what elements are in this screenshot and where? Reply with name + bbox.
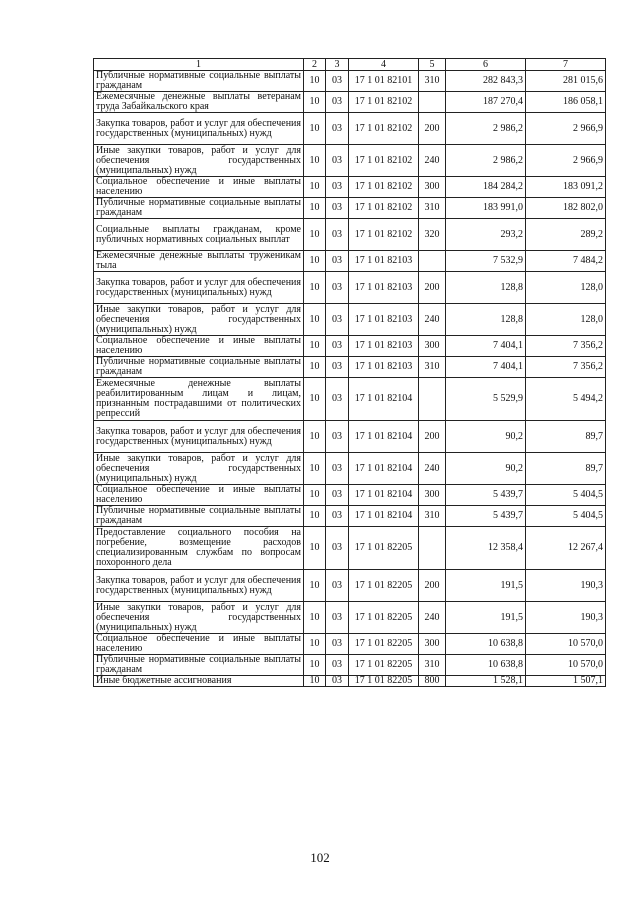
subsection-cell: 03 <box>326 219 349 251</box>
amount-col6-cell: 5 439,7 <box>446 485 526 506</box>
target-article-cell: 17 1 01 82101 <box>349 71 419 92</box>
section-cell: 10 <box>304 634 326 655</box>
subsection-cell: 03 <box>326 421 349 453</box>
table-row <box>94 485 606 506</box>
expense-type-cell: 300 <box>419 634 446 655</box>
amount-col6-cell: 282 843,3 <box>446 71 526 92</box>
target-article-cell: 17 1 01 82103 <box>349 272 419 304</box>
row-name-cell: Предоставление социального пособия на погребение, возмещение расходов специализированным службам по вопросам похоронного дела <box>94 527 304 570</box>
amount-col7-cell: 12 267,4 <box>526 527 606 570</box>
row-name-cell: Публичные нормативные социальные выплаты гражданам <box>94 357 304 378</box>
target-article-cell: 17 1 01 82102 <box>349 113 419 145</box>
target-article-cell: 17 1 01 82102 <box>349 92 419 113</box>
amount-col6-cell: 7 404,1 <box>446 336 526 357</box>
column-header: 7 <box>526 59 606 71</box>
row-name-cell: Закупка товаров, работ и услуг для обеспечения государственных (муниципальных) нужд <box>94 570 304 602</box>
amount-col6-cell: 10 638,8 <box>446 655 526 676</box>
column-header: 5 <box>419 59 446 71</box>
expense-type-cell: 240 <box>419 145 446 177</box>
target-article-cell: 17 1 01 82205 <box>349 602 419 634</box>
expense-type-cell: 310 <box>419 198 446 219</box>
expense-type-cell: 200 <box>419 272 446 304</box>
table-row <box>94 602 606 634</box>
subsection-cell: 03 <box>326 113 349 145</box>
row-name-cell: Публичные нормативные социальные выплаты гражданам <box>94 198 304 219</box>
table-row <box>94 272 606 304</box>
amount-col6-cell: 128,8 <box>446 272 526 304</box>
row-name-cell: Ежемесячные денежные выплаты реабилитированным лицам и лицам, признанным пострадавшими от политических репрессий <box>94 378 304 421</box>
section-cell: 10 <box>304 113 326 145</box>
amount-col7-cell: 2 966,9 <box>526 145 606 177</box>
subsection-cell: 03 <box>326 453 349 485</box>
expense-type-cell: 240 <box>419 304 446 336</box>
amount-col7-cell: 7 484,2 <box>526 251 606 272</box>
table-row <box>94 527 606 570</box>
target-article-cell: 17 1 01 82104 <box>349 378 419 421</box>
section-cell: 10 <box>304 655 326 676</box>
amount-col7-cell: 190,3 <box>526 602 606 634</box>
amount-col7-cell: 182 802,0 <box>526 198 606 219</box>
subsection-cell: 03 <box>326 506 349 527</box>
amount-col6-cell: 5 439,7 <box>446 506 526 527</box>
table-row <box>94 655 606 676</box>
row-name-cell: Публичные нормативные социальные выплаты гражданам <box>94 71 304 92</box>
amount-col6-cell: 293,2 <box>446 219 526 251</box>
amount-col7-cell: 190,3 <box>526 570 606 602</box>
amount-col7-cell: 1 507,1 <box>526 676 606 687</box>
row-name-cell: Публичные нормативные социальные выплаты гражданам <box>94 506 304 527</box>
row-name-cell: Публичные нормативные социальные выплаты гражданам <box>94 655 304 676</box>
target-article-cell: 17 1 01 82205 <box>349 655 419 676</box>
amount-col7-cell: 7 356,2 <box>526 357 606 378</box>
expense-type-cell: 300 <box>419 336 446 357</box>
expense-type-cell: 300 <box>419 177 446 198</box>
subsection-cell: 03 <box>326 92 349 113</box>
amount-col7-cell: 128,0 <box>526 272 606 304</box>
amount-col7-cell: 281 015,6 <box>526 71 606 92</box>
row-name-cell: Иные закупки товаров, работ и услуг для обеспечения государственных (муниципальных) нужд <box>94 453 304 485</box>
subsection-cell: 03 <box>326 378 349 421</box>
column-header: 2 <box>304 59 326 71</box>
amount-col6-cell: 184 284,2 <box>446 177 526 198</box>
amount-col7-cell: 5 404,5 <box>526 485 606 506</box>
target-article-cell: 17 1 01 82205 <box>349 676 419 687</box>
subsection-cell: 03 <box>326 676 349 687</box>
table-row <box>94 506 606 527</box>
column-header: 4 <box>349 59 419 71</box>
table-row <box>94 92 606 113</box>
page-number: 102 <box>310 850 330 865</box>
amount-col6-cell: 2 986,2 <box>446 113 526 145</box>
section-cell: 10 <box>304 177 326 198</box>
subsection-cell: 03 <box>326 527 349 570</box>
amount-col7-cell: 89,7 <box>526 421 606 453</box>
row-name-cell: Социальное обеспечение и иные выплаты населению <box>94 485 304 506</box>
row-name-cell: Иные закупки товаров, работ и услуг для обеспечения государственных (муниципальных) нужд <box>94 304 304 336</box>
target-article-cell: 17 1 01 82102 <box>349 145 419 177</box>
subsection-cell: 03 <box>326 304 349 336</box>
amount-col6-cell: 183 991,0 <box>446 198 526 219</box>
row-name-cell: Социальное обеспечение и иные выплаты населению <box>94 336 304 357</box>
amount-col7-cell: 10 570,0 <box>526 655 606 676</box>
section-cell: 10 <box>304 251 326 272</box>
table-row <box>94 198 606 219</box>
expense-type-cell: 300 <box>419 485 446 506</box>
subsection-cell: 03 <box>326 177 349 198</box>
table-row <box>94 177 606 198</box>
amount-col6-cell: 1 528,1 <box>446 676 526 687</box>
amount-col7-cell: 10 570,0 <box>526 634 606 655</box>
section-cell: 10 <box>304 92 326 113</box>
expense-type-cell: 240 <box>419 602 446 634</box>
row-name-cell: Ежемесячные денежные выплаты ветеранам труда Забайкальского края <box>94 92 304 113</box>
target-article-cell: 17 1 01 82205 <box>349 634 419 655</box>
column-header: 6 <box>446 59 526 71</box>
target-article-cell: 17 1 01 82104 <box>349 421 419 453</box>
amount-col6-cell: 191,5 <box>446 602 526 634</box>
expense-type-cell: 310 <box>419 71 446 92</box>
row-name-cell: Иные закупки товаров, работ и услуг для обеспечения государственных (муниципальных) нужд <box>94 602 304 634</box>
table-body <box>94 71 606 687</box>
row-name-cell: Закупка товаров, работ и услуг для обеспечения государственных (муниципальных) нужд <box>94 272 304 304</box>
expense-type-cell: 200 <box>419 113 446 145</box>
section-cell: 10 <box>304 219 326 251</box>
amount-col7-cell: 7 356,2 <box>526 336 606 357</box>
target-article-cell: 17 1 01 82103 <box>349 251 419 272</box>
table-row <box>94 634 606 655</box>
row-name-cell: Социальные выплаты гражданам, кроме публичных нормативных социальных выплат <box>94 219 304 251</box>
table-row <box>94 219 606 251</box>
section-cell: 10 <box>304 527 326 570</box>
table-row <box>94 71 606 92</box>
table-row <box>94 357 606 378</box>
amount-col7-cell: 183 091,2 <box>526 177 606 198</box>
amount-col6-cell: 2 986,2 <box>446 145 526 177</box>
amount-col7-cell: 128,0 <box>526 304 606 336</box>
subsection-cell: 03 <box>326 357 349 378</box>
amount-col6-cell: 128,8 <box>446 304 526 336</box>
expense-type-cell: 310 <box>419 506 446 527</box>
expense-type-cell <box>419 378 446 421</box>
section-cell: 10 <box>304 570 326 602</box>
table-header-row <box>94 59 606 71</box>
expense-type-cell <box>419 251 446 272</box>
section-cell: 10 <box>304 304 326 336</box>
row-name-cell: Социальное обеспечение и иные выплаты населению <box>94 177 304 198</box>
expense-type-cell <box>419 92 446 113</box>
amount-col6-cell: 191,5 <box>446 570 526 602</box>
table-row <box>94 421 606 453</box>
budget-table <box>93 58 606 687</box>
section-cell: 10 <box>304 71 326 92</box>
section-cell: 10 <box>304 676 326 687</box>
table-row <box>94 336 606 357</box>
target-article-cell: 17 1 01 82104 <box>349 506 419 527</box>
row-name-cell: Социальное обеспечение и иные выплаты населению <box>94 634 304 655</box>
amount-col6-cell: 7 532,9 <box>446 251 526 272</box>
row-name-cell: Ежемесячные денежные выплаты труженикам тыла <box>94 251 304 272</box>
amount-col6-cell: 90,2 <box>446 453 526 485</box>
section-cell: 10 <box>304 602 326 634</box>
target-article-cell: 17 1 01 82103 <box>349 357 419 378</box>
amount-col6-cell: 7 404,1 <box>446 357 526 378</box>
section-cell: 10 <box>304 485 326 506</box>
amount-col7-cell: 186 058,1 <box>526 92 606 113</box>
amount-col7-cell: 2 966,9 <box>526 113 606 145</box>
amount-col6-cell: 187 270,4 <box>446 92 526 113</box>
section-cell: 10 <box>304 272 326 304</box>
target-article-cell: 17 1 01 82102 <box>349 219 419 251</box>
section-cell: 10 <box>304 378 326 421</box>
table-row <box>94 251 606 272</box>
subsection-cell: 03 <box>326 71 349 92</box>
expense-type-cell: 240 <box>419 453 446 485</box>
section-cell: 10 <box>304 336 326 357</box>
row-name-cell: Иные бюджетные ассигнования <box>94 676 304 687</box>
section-cell: 10 <box>304 453 326 485</box>
column-header: 3 <box>326 59 349 71</box>
section-cell: 10 <box>304 145 326 177</box>
amount-col6-cell: 12 358,4 <box>446 527 526 570</box>
table-row <box>94 570 606 602</box>
amount-col7-cell: 289,2 <box>526 219 606 251</box>
expense-type-cell: 310 <box>419 357 446 378</box>
expense-type-cell: 200 <box>419 570 446 602</box>
target-article-cell: 17 1 01 82102 <box>349 177 419 198</box>
target-article-cell: 17 1 01 82104 <box>349 453 419 485</box>
subsection-cell: 03 <box>326 570 349 602</box>
row-name-cell: Закупка товаров, работ и услуг для обеспечения государственных (муниципальных) нужд <box>94 113 304 145</box>
expense-type-cell <box>419 527 446 570</box>
subsection-cell: 03 <box>326 251 349 272</box>
expense-type-cell: 800 <box>419 676 446 687</box>
subsection-cell: 03 <box>326 634 349 655</box>
table-row <box>94 113 606 145</box>
subsection-cell: 03 <box>326 602 349 634</box>
table-row <box>94 304 606 336</box>
amount-col7-cell: 89,7 <box>526 453 606 485</box>
column-header: 1 <box>94 59 304 71</box>
section-cell: 10 <box>304 506 326 527</box>
amount-col6-cell: 5 529,9 <box>446 378 526 421</box>
subsection-cell: 03 <box>326 198 349 219</box>
expense-type-cell: 200 <box>419 421 446 453</box>
subsection-cell: 03 <box>326 336 349 357</box>
section-cell: 10 <box>304 198 326 219</box>
subsection-cell: 03 <box>326 485 349 506</box>
row-name-cell: Закупка товаров, работ и услуг для обеспечения государственных (муниципальных) нужд <box>94 421 304 453</box>
section-cell: 10 <box>304 357 326 378</box>
section-cell: 10 <box>304 421 326 453</box>
amount-col7-cell: 5 494,2 <box>526 378 606 421</box>
expense-type-cell: 320 <box>419 219 446 251</box>
subsection-cell: 03 <box>326 655 349 676</box>
target-article-cell: 17 1 01 82103 <box>349 304 419 336</box>
amount-col7-cell: 5 404,5 <box>526 506 606 527</box>
target-article-cell: 17 1 01 82205 <box>349 527 419 570</box>
target-article-cell: 17 1 01 82205 <box>349 570 419 602</box>
expense-type-cell: 310 <box>419 655 446 676</box>
target-article-cell: 17 1 01 82104 <box>349 485 419 506</box>
subsection-cell: 03 <box>326 272 349 304</box>
target-article-cell: 17 1 01 82103 <box>349 336 419 357</box>
target-article-cell: 17 1 01 82102 <box>349 198 419 219</box>
row-name-cell: Иные закупки товаров, работ и услуг для обеспечения государственных (муниципальных) нужд <box>94 145 304 177</box>
subsection-cell: 03 <box>326 145 349 177</box>
table-row <box>94 453 606 485</box>
table-row <box>94 145 606 177</box>
amount-col6-cell: 10 638,8 <box>446 634 526 655</box>
amount-col6-cell: 90,2 <box>446 421 526 453</box>
table-row <box>94 676 606 687</box>
table-row <box>94 378 606 421</box>
